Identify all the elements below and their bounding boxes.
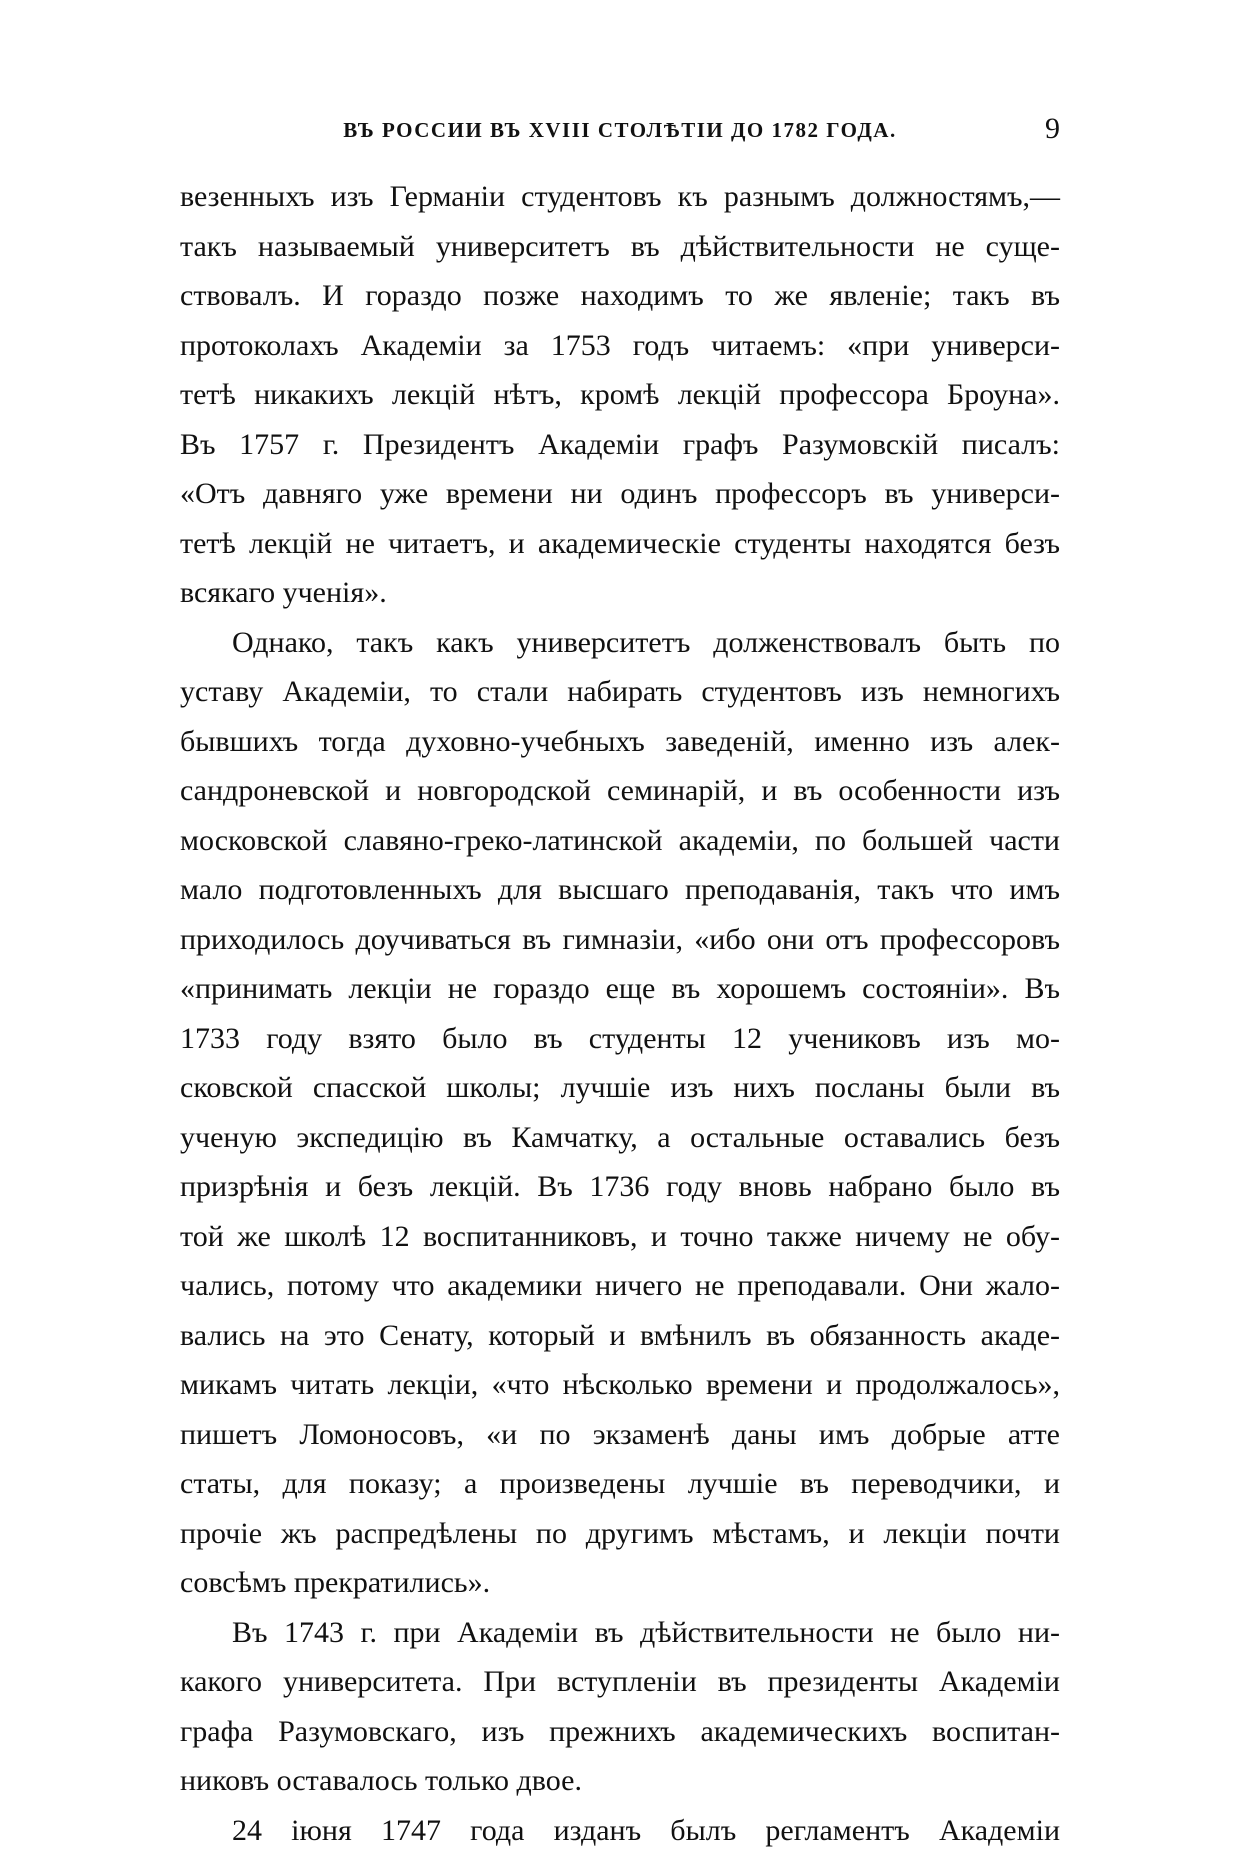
text-line: бывшихъ тогда духовно-учебныхъ заведеній, именно изъ алек- <box>180 717 1060 767</box>
text-line: ствовалъ. И гораздо позже находимъ то же явленіе; такъ въ <box>180 271 1060 321</box>
text-line: везенныхъ изъ Германіи студентовъ къ разнымъ должностямъ,— <box>180 172 1060 222</box>
page-number: 9 <box>1045 112 1060 146</box>
text-line: никовъ оставалось только двое. <box>180 1756 1060 1806</box>
running-title: ВЪ РОССИИ ВЪ XVIII СТОЛѢТІИ ДО 1782 ГОДА. <box>180 118 1060 143</box>
text-line: такъ называемый университетъ въ дѣйствительности не суще- <box>180 222 1060 272</box>
text-line: прочіе жъ распредѣлены по другимъ мѣстамъ, и лекціи почти <box>180 1509 1060 1559</box>
text-line: сандроневской и новгородской семинарій, и въ особенности изъ <box>180 766 1060 816</box>
text-line: уставу Академіи, то стали набирать студентовъ изъ немногихъ <box>180 667 1060 717</box>
text-line: тетѣ лекцій не читаетъ, и академическіе студенты находятся безъ <box>180 519 1060 569</box>
text-line: ученую экспедицію въ Камчатку, а остальные оставались безъ <box>180 1113 1060 1163</box>
text-line: той же школѣ 12 воспитанниковъ, и точно также ничему не обу- <box>180 1212 1060 1262</box>
text-line: Однако, такъ какъ университетъ долженствовалъ быть по <box>180 618 1060 668</box>
text-line: всякаго ученія». <box>180 568 1060 618</box>
text-line: 1733 году взято было въ студенты 12 учениковъ изъ мо- <box>180 1014 1060 1064</box>
text-line: чались, потому что академики ничего не преподавали. Они жало- <box>180 1261 1060 1311</box>
text-line: Въ 1757 г. Президентъ Академіи графъ Разумовскій писалъ: <box>180 420 1060 470</box>
text-line: микамъ читать лекціи, «что нѣсколько времени и продолжалось», <box>180 1360 1060 1410</box>
text-line: тетѣ никакихъ лекцій нѣтъ, кромѣ лекцій профессора Броуна». <box>180 370 1060 420</box>
text-line: «принимать лекціи не гораздо еще въ хорошемъ состояніи». Въ <box>180 964 1060 1014</box>
text-line: мало подготовленныхъ для высшаго преподаванія, такъ что имъ <box>180 865 1060 915</box>
text-line: «Отъ давняго уже времени ни одинъ профессоръ въ универси- <box>180 469 1060 519</box>
text-line: сковской спасской школы; лучшіе изъ нихъ посланы были въ <box>180 1063 1060 1113</box>
text-line: совсѣмъ прекратились». <box>180 1558 1060 1608</box>
text-line: протоколахъ Академіи за 1753 годъ читаемъ: «при универси- <box>180 321 1060 371</box>
text-line: Въ 1743 г. при Академіи въ дѣйствительности не было ни- <box>180 1608 1060 1658</box>
text-line: статы, для показу; а произведены лучшіе въ переводчики, и <box>180 1459 1060 1509</box>
running-head <box>180 112 1060 152</box>
text-line: какого университета. При вступленіи въ президенты Академіи <box>180 1657 1060 1707</box>
text-line: пишетъ Ломоносовъ, «и по экзаменѣ даны имъ добрые атте <box>180 1410 1060 1460</box>
text-line: приходилось доучиваться въ гимназіи, «ибо они отъ профессоровъ <box>180 915 1060 965</box>
text-line: вались на это Сенату, который и вмѣнилъ въ обязанность акаде- <box>180 1311 1060 1361</box>
text-line: призрѣнія и безъ лекцій. Въ 1736 году вновь набрано было въ <box>180 1162 1060 1212</box>
body-text <box>180 172 1060 1855</box>
text-line: 24 іюня 1747 года изданъ былъ регламентъ Академіи <box>180 1806 1060 1855</box>
text-line: московской славяно-греко-латинской академіи, по большей части <box>180 816 1060 866</box>
text-line: графа Разумовскаго, изъ прежнихъ академическихъ воспитан- <box>180 1707 1060 1757</box>
